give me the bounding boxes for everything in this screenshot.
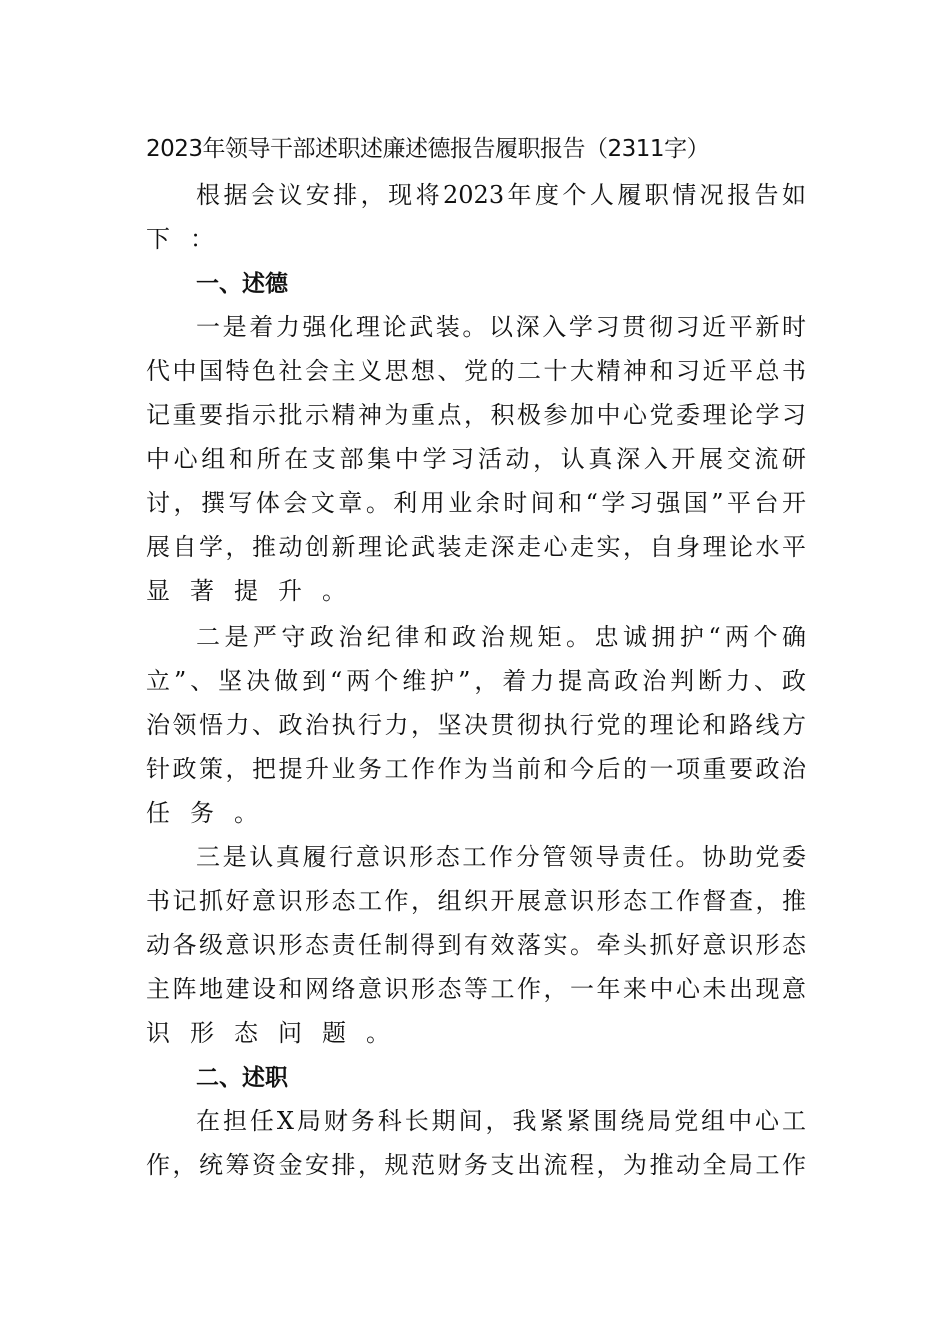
intro-paragraph (146, 173, 806, 261)
text-line: 针政策，把提升业务工作作为当前和今后的一项重要政治 (146, 755, 806, 783)
document-title: 2023年领导干部述职述廉述德报告履职报告（2311字） (146, 136, 710, 162)
text-line: 中心组和所在支部集中学习活动，认真深入开展交流研 (146, 445, 806, 473)
section-heading-2: 二、述职 (196, 1065, 288, 1091)
text-line: 在担任X局财务科长期间，我紧紧围绕局党组中心工 (196, 1107, 806, 1135)
text-line: 记重要指示批示精神为重点，积极参加中心党委理论学习 (146, 401, 806, 429)
text-line: 动各级意识形态责任制得到有效落实。牵头抓好意识形态 (146, 931, 806, 959)
text-line: 显著提升。 (146, 577, 366, 605)
paragraph (146, 1099, 806, 1187)
text-line: 立”、坚决做到“两个维护”，着力提高政治判断力、政 (146, 667, 806, 695)
document-page (146, 127, 806, 1187)
text-line: 三是认真履行意识形态工作分管领导责任。协助党委 (196, 843, 806, 871)
text-line: 代中国特色社会主义思想、党的二十大精神和习近平总书 (146, 357, 806, 385)
text-line: 讨，撰写体会文章。利用业余时间和“学习强国”平台开 (146, 489, 806, 517)
text-line: 治领悟力、政治执行力，坚决贯彻执行党的理论和路线方 (146, 711, 806, 739)
text-line: 展自学，推动创新理论武装走深走心走实，自身理论水平 (146, 533, 806, 561)
text-line: 任务。 (146, 799, 278, 827)
text-line: 识形态问题。 (146, 1019, 410, 1047)
paragraph (146, 835, 806, 1055)
text-line: 根据会议安排，现将2023年度个人履职情况报告如 (196, 181, 806, 209)
text-line: 作，统筹资金安排，规范财务支出流程，为推动全局工作 (146, 1151, 806, 1179)
text-line: 下： (146, 225, 234, 253)
paragraph (146, 615, 806, 835)
text-line: 二是严守政治纪律和政治规矩。忠诚拥护“两个确 (196, 623, 806, 651)
section-heading-1: 一、述德 (196, 271, 288, 297)
paragraph (146, 305, 806, 613)
text-line: 书记抓好意识形态工作，组织开展意识形态工作督查，推 (146, 887, 806, 915)
text-line: 一是着力强化理论武装。以深入学习贯彻习近平新时 (196, 313, 806, 341)
text-line: 主阵地建设和网络意识形态等工作，一年来中心未出现意 (146, 975, 806, 1003)
